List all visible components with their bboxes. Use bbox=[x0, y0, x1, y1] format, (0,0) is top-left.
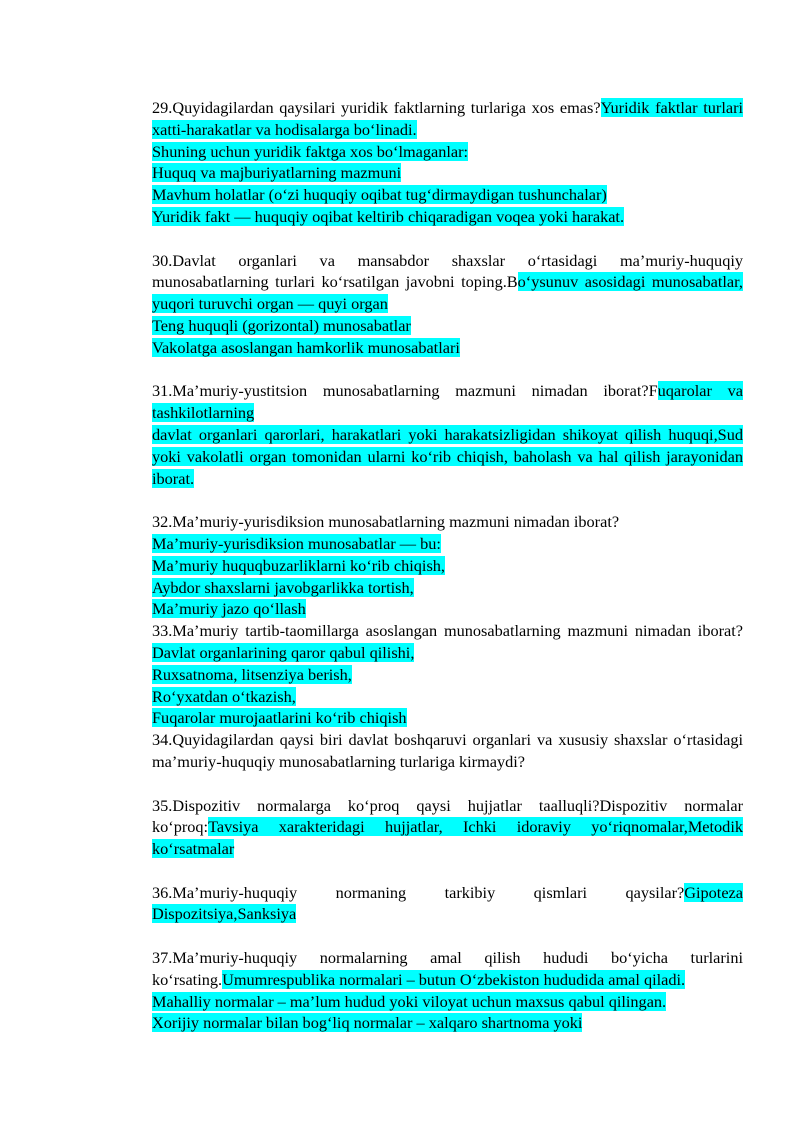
question-31-text: 31.Ma’muriy-yustitsion munosabatlarning mazmuni nimadan iborat?F bbox=[152, 381, 658, 401]
answer-29-line: Huquq va majburiyatlarning mazmuni bbox=[152, 163, 402, 183]
answer-37-lead: Umumrespublika normalari – butun O‘zbekiston hududida amal qiladi. bbox=[222, 969, 686, 989]
question-36 bbox=[152, 882, 743, 926]
answer-35-lead: Tavsiya xarakteridagi hujjatlar, Ichki idoraviy yo‘riqnomalar,Metodik ko‘rsatmalar bbox=[152, 817, 743, 859]
question-33-text: 33.Ma’muriy tartib-taomillarga asoslangan munosabatlarning mazmuni nimadan iborat? bbox=[152, 621, 743, 641]
answer-33-line: Ruxsatnoma, litsenziya berish, bbox=[152, 664, 352, 684]
question-29-text: 29.Quyidagilardan qaysilari yuridik faktlarning turlariga xos emas? bbox=[152, 98, 601, 117]
answer-31-line: davlat organlari qarorlari, harakatlari yoki harakatsizligidan shikoyat qilish huquqi,Sud yoki vakolatli organ tomonidan ularni ko‘rib chiqish, baholash va hal qilish jarayonidan iborat. bbox=[152, 424, 743, 488]
answer-29-line: Shuning uchun yuridik faktga xos bo‘lmaganlar: bbox=[152, 141, 469, 161]
answer-29-lead: Yuridik faktlar turlari xatti-harakatlar va hodisalarga bo‘linadi. bbox=[152, 98, 744, 139]
answer-30-line: Teng huquqli (gorizontal) munosabatlar bbox=[152, 315, 411, 335]
document-page bbox=[152, 97, 743, 1034]
question-34-text: 34.Quyidagilardan qaysi biri davlat boshqaruvi organlari va xususiy shaxslar o‘rtasidagi ma’muriy-huquqiy munosabatlarning turlariga kirmaydi? bbox=[152, 730, 743, 771]
answer-33-line: Ro‘yxatdan o‘tkazish, bbox=[152, 686, 296, 706]
answer-31-lead: uqarolar va tashkilotlarning bbox=[152, 381, 743, 423]
question-32 bbox=[152, 511, 743, 533]
answer-32-line: Aybdor shaxslarni javobgarlikka tortish, bbox=[152, 577, 414, 597]
answer-37-line: Mahalliy normalar – ma’lum hudud yoki viloyat uchun maxsus qabul qilingan. bbox=[152, 991, 667, 1011]
answer-37-line: Xorijiy normalar bilan bog‘liq normalar – xalqaro shartnoma yoki bbox=[152, 1013, 583, 1033]
answer-33-lead: Davlat organlarining qaror qabul qilishi, bbox=[152, 642, 415, 662]
question-35-text: 35.Dispozitiv normalarga ko‘proq qaysi hujjatlar taalluqli?Dispozitiv normalar ko‘proq: bbox=[152, 795, 743, 837]
question-30-text: 30.Davlat organlari va mansabdor shaxslar o‘rtasidagi ma’muriy-huquqiy munosabatlarning turlari ko‘rsatilgan javobni toping.B bbox=[152, 250, 743, 292]
question-29 bbox=[152, 97, 743, 141]
question-35 bbox=[152, 795, 743, 860]
answer-32-line: Ma’muriy jazo qo‘llash bbox=[152, 599, 306, 619]
answer-30-line: Vakolatga asoslangan hamkorlik munosabatlari bbox=[152, 337, 460, 357]
answer-36-lead: Gipoteza Dispozitsiya,Sanksiya bbox=[152, 882, 743, 924]
question-31 bbox=[152, 380, 743, 424]
answer-29-line: Mavhum holatlar (o‘zi huquqiy oqibat tug‘dirmaydigan tushunchalar) bbox=[152, 185, 607, 205]
answer-33-line: Fuqarolar murojaatlarini ko‘rib chiqish bbox=[152, 708, 407, 728]
question-32-text: 32.Ma’muriy-yurisdiksion munosabatlarning mazmuni nimadan iborat? bbox=[152, 512, 620, 532]
question-37 bbox=[152, 947, 743, 991]
question-34 bbox=[152, 729, 743, 773]
answer-29-line: Yuridik fakt — huquqiy oqibat keltirib chiqaradigan voqea yoki harakat. bbox=[152, 206, 625, 226]
question-37-text: 37.Ma’muriy-huquqiy normalarning amal qilish hududi bo‘yicha turlarini ko‘rsating. bbox=[152, 948, 743, 989]
answer-32-line: Ma’muriy-yurisdiksion munosabatlar — bu: bbox=[152, 533, 441, 553]
question-30 bbox=[152, 250, 743, 315]
question-36-text: 36.Ma’muriy-huquqiy normaning tarkibiy qismlari qaysilar? bbox=[152, 882, 685, 902]
answer-32-line: Ma’muriy huquqbuzarliklarni ko‘rib chiqish, bbox=[152, 555, 445, 575]
question-33 bbox=[152, 620, 743, 664]
answer-30-lead: o‘ysunuv asosidagi munosabatlar, yuqori turuvchi organ — quyi organ bbox=[152, 272, 743, 314]
